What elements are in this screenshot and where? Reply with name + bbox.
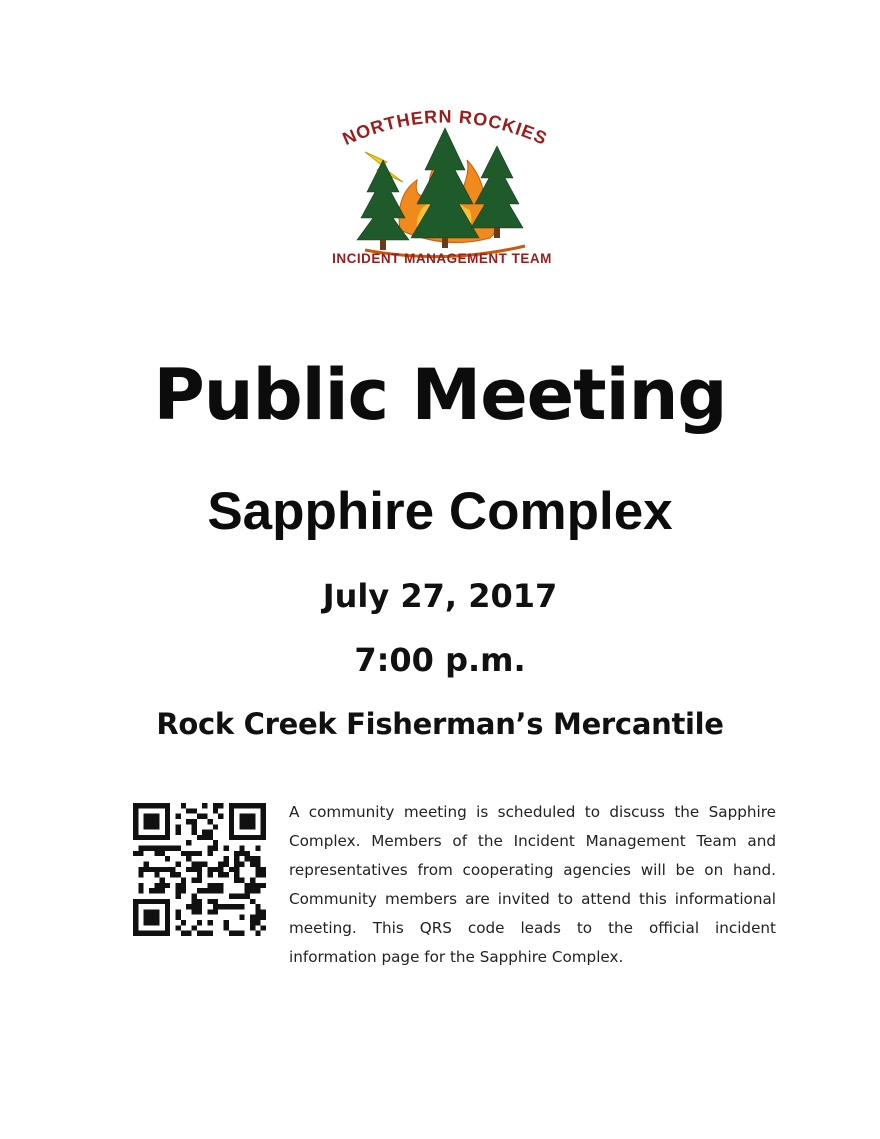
event-time: 7:00 p.m. xyxy=(354,641,526,679)
logo-bottom-text: INCIDENT MANAGEMENT TEAM xyxy=(332,251,552,266)
page-title: Public Meeting xyxy=(153,354,727,436)
event-description: A community meeting is scheduled to discuss the Sapphire Complex. Members of the Incident Management Team and representatives from cooperating agencies will be on hand. Community members are invited to attend this informational meeting. This QRS code leads to the official incident information page for the Sapphire Complex. xyxy=(289,803,776,966)
northern-rockies-logo xyxy=(305,100,580,275)
event-date: July 27, 2017 xyxy=(322,577,558,615)
qr-code-icon[interactable] xyxy=(133,803,266,936)
event-venue: Rock Creek Fisherman’s Mercantile xyxy=(156,707,724,741)
logo-top-text: NORTHERN ROCKIES xyxy=(339,106,551,150)
page-subtitle: Sapphire Complex xyxy=(207,482,673,541)
